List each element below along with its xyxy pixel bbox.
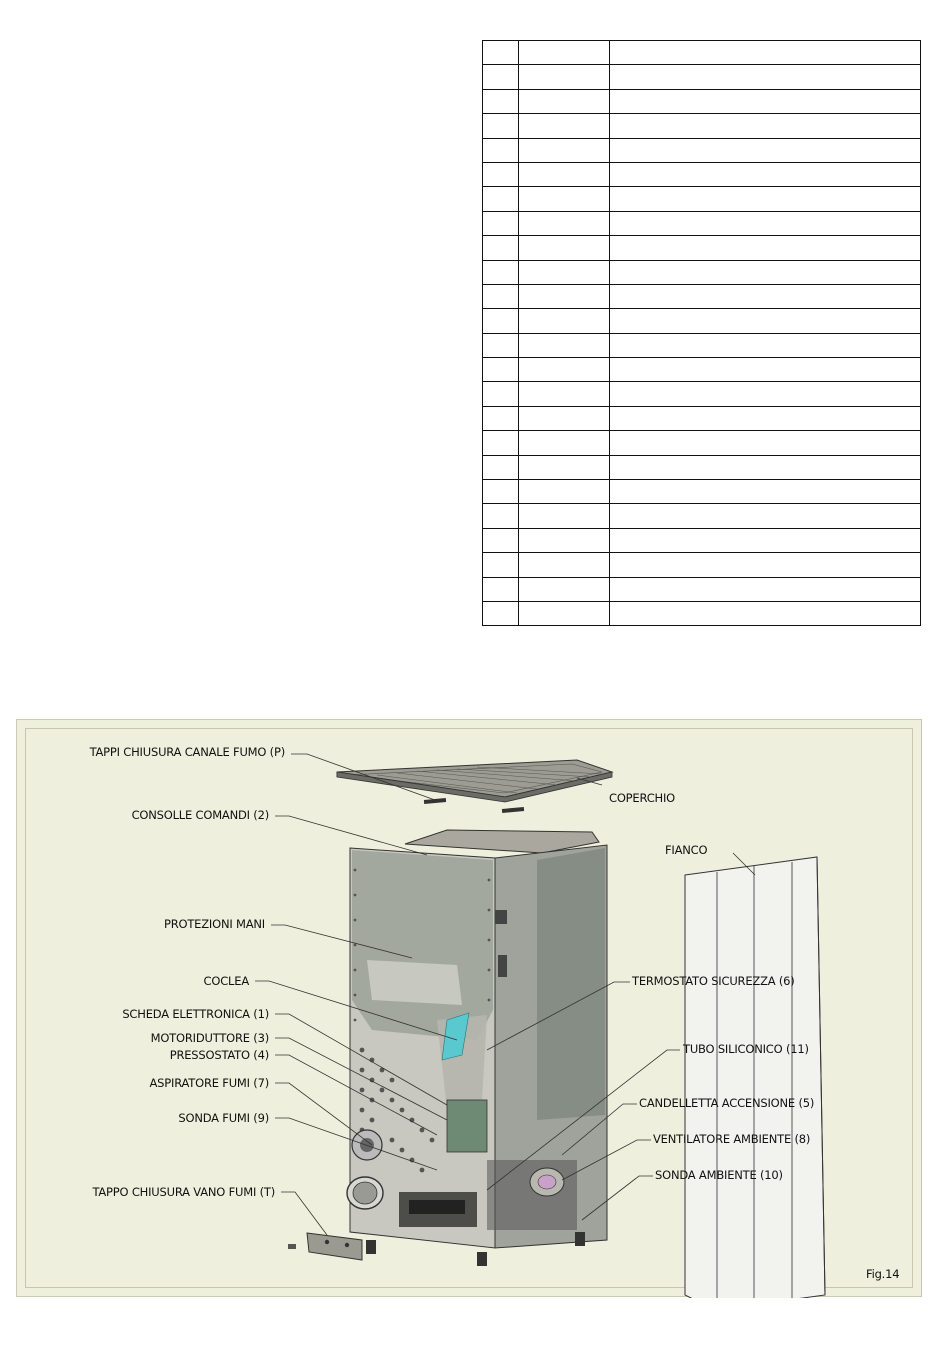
label-consolle-comandi: CONSOLLE COMANDI (2)	[131, 808, 269, 822]
table-cell	[519, 333, 610, 357]
table-row	[483, 480, 921, 504]
table-cell	[519, 114, 610, 138]
table-cell	[483, 65, 519, 89]
cap-p-left	[424, 798, 446, 804]
table-cell	[483, 187, 519, 211]
table-cell	[483, 455, 519, 479]
lid	[337, 760, 612, 802]
table-cell	[483, 406, 519, 430]
table-cell	[519, 480, 610, 504]
table-row	[483, 504, 921, 528]
table-cell	[610, 504, 921, 528]
table-cell	[610, 236, 921, 260]
table-cell	[610, 211, 921, 235]
table-cell	[483, 89, 519, 113]
table-cell	[483, 211, 519, 235]
table-row	[483, 138, 921, 162]
table-cell	[519, 236, 610, 260]
table-cell	[610, 358, 921, 382]
label-sonda-fumi: SONDA FUMI (9)	[178, 1111, 269, 1125]
table-row	[483, 41, 921, 65]
table-cell	[610, 187, 921, 211]
table-cell	[610, 577, 921, 601]
table-cell	[519, 138, 610, 162]
table-cell	[483, 114, 519, 138]
table-cell	[483, 309, 519, 333]
table-cell	[519, 260, 610, 284]
table-cell	[483, 260, 519, 284]
table-cell	[519, 528, 610, 552]
exploded-stove-figure	[16, 719, 922, 1297]
table-cell	[483, 358, 519, 382]
table-row	[483, 309, 921, 333]
flue-cap-t	[307, 1233, 362, 1260]
stove-body	[288, 830, 607, 1266]
label-fianco: FIANCO	[665, 843, 708, 857]
table-cell	[483, 528, 519, 552]
table-row	[483, 577, 921, 601]
table-cell	[519, 41, 610, 65]
table-cell	[610, 138, 921, 162]
table-row	[483, 162, 921, 186]
table-cell	[519, 65, 610, 89]
label-aspiratore-fumi: ASPIRATORE FUMI (7)	[149, 1076, 269, 1090]
table-cell	[483, 553, 519, 577]
table-cell	[519, 284, 610, 308]
label-pressostato: PRESSOSTATO (4)	[169, 1048, 269, 1062]
label-tappi-canale-fumo: TAPPI CHIUSURA CANALE FUMO (P)	[89, 745, 285, 759]
table-cell	[610, 333, 921, 357]
table-cell	[519, 504, 610, 528]
table-row	[483, 187, 921, 211]
control-board	[447, 1100, 487, 1152]
table-row	[483, 601, 921, 625]
table-cell	[519, 162, 610, 186]
label-ventilatore-ambiente: VENTILATORE AMBIENTE (8)	[653, 1132, 811, 1146]
label-coperchio: COPERCHIO	[609, 791, 676, 805]
table-cell	[483, 284, 519, 308]
table-row	[483, 236, 921, 260]
table-row	[483, 431, 921, 455]
table-cell	[610, 309, 921, 333]
table-cell	[610, 284, 921, 308]
table-cell	[610, 162, 921, 186]
table-row	[483, 553, 921, 577]
table-cell	[519, 89, 610, 113]
table-cell	[610, 431, 921, 455]
table-cell	[519, 382, 610, 406]
table-row	[483, 65, 921, 89]
table-cell	[610, 601, 921, 625]
table-row	[483, 284, 921, 308]
table-cell	[483, 138, 519, 162]
table-cell	[483, 504, 519, 528]
table-cell	[519, 577, 610, 601]
table-cell	[610, 480, 921, 504]
table-cell	[519, 455, 610, 479]
table-row	[483, 211, 921, 235]
table-cell	[610, 455, 921, 479]
table-cell	[519, 309, 610, 333]
figure-caption: Fig.14	[866, 1267, 900, 1281]
table-cell	[483, 601, 519, 625]
label-tubo-siliconico: TUBO SILICONICO (11)	[683, 1042, 809, 1056]
label-protezioni-mani: PROTEZIONI MANI	[163, 917, 265, 931]
table-cell	[483, 236, 519, 260]
table-cell	[483, 577, 519, 601]
table-cell	[610, 406, 921, 430]
cap-p-right	[502, 807, 524, 813]
table-cell	[610, 89, 921, 113]
table-cell	[483, 382, 519, 406]
label-candelletta-accensione: CANDELLETTA ACCENSIONE (5)	[639, 1096, 815, 1110]
table-cell	[610, 260, 921, 284]
label-tappo-vano-fumi: TAPPO CHIUSURA VANO FUMI (T)	[92, 1185, 275, 1199]
table-cell	[519, 601, 610, 625]
table-cell	[483, 431, 519, 455]
table-row	[483, 528, 921, 552]
table-cell	[519, 211, 610, 235]
table-row	[483, 406, 921, 430]
table-cell	[483, 41, 519, 65]
table-cell	[519, 187, 610, 211]
label-motoriduttore: MOTORIDUTTORE (3)	[150, 1031, 269, 1045]
parts-table	[482, 40, 921, 626]
label-scheda-elettronica: SCHEDA ELETTRONICA (1)	[122, 1007, 269, 1021]
table-row	[483, 382, 921, 406]
table-cell	[610, 382, 921, 406]
table-row	[483, 358, 921, 382]
table-cell	[519, 358, 610, 382]
label-termostato-sicurezza: TERMOSTATO SICUREZZA (6)	[632, 974, 795, 988]
label-sonda-ambiente: SONDA AMBIENTE (10)	[655, 1168, 783, 1182]
label-coclea: COCLEA	[203, 974, 249, 988]
table-cell	[483, 333, 519, 357]
table-row	[483, 260, 921, 284]
table-cell	[519, 406, 610, 430]
table-cell	[483, 480, 519, 504]
table-row	[483, 333, 921, 357]
table-cell	[610, 41, 921, 65]
table-row	[483, 89, 921, 113]
side-panel	[685, 857, 825, 1298]
table-row	[483, 114, 921, 138]
table-row	[483, 455, 921, 479]
table-cell	[610, 65, 921, 89]
table-cell	[610, 114, 921, 138]
table-cell	[519, 431, 610, 455]
table-cell	[610, 553, 921, 577]
table-cell	[519, 553, 610, 577]
table-cell	[610, 528, 921, 552]
table-cell	[483, 162, 519, 186]
